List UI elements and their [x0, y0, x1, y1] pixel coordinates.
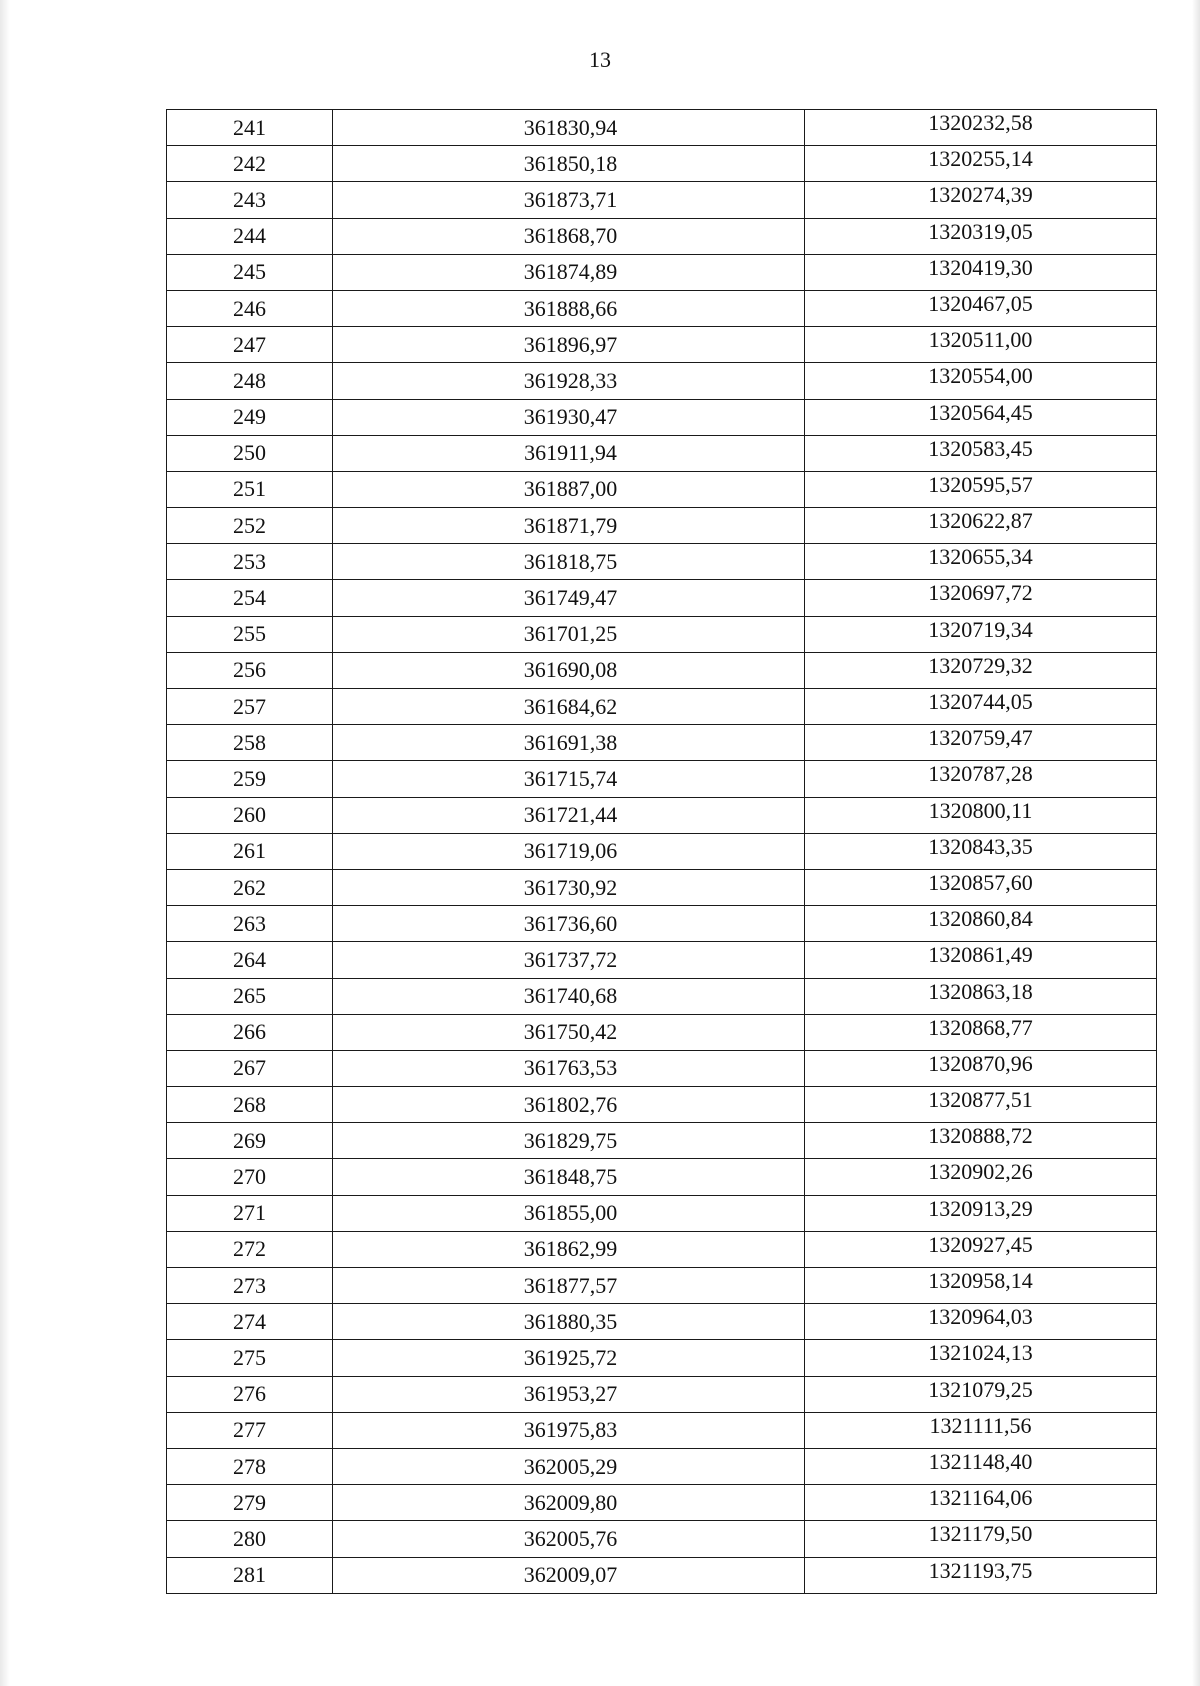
- y-coordinate-cell: 1320877,51: [805, 1087, 1157, 1123]
- y-coordinate-cell: 1320964,03: [805, 1304, 1157, 1340]
- y-coordinate-cell: 1320857,60: [805, 869, 1157, 905]
- x-coordinate-cell: 361830,94: [333, 110, 805, 146]
- scan-edge-right: [1192, 0, 1200, 1686]
- point-number-cell: 281: [167, 1557, 333, 1593]
- point-number-cell: 277: [167, 1412, 333, 1448]
- y-coordinate-cell: 1320888,72: [805, 1123, 1157, 1159]
- table-row: [167, 399, 1157, 435]
- table-row: [167, 435, 1157, 471]
- table-row: [167, 725, 1157, 761]
- x-coordinate-cell: 361850,18: [333, 146, 805, 182]
- y-coordinate-cell: 1320419,30: [805, 254, 1157, 290]
- y-coordinate-cell: 1320843,35: [805, 833, 1157, 869]
- y-coordinate-cell: 1320787,28: [805, 761, 1157, 797]
- point-number-cell: 241: [167, 110, 333, 146]
- y-coordinate-cell: 1321164,06: [805, 1485, 1157, 1521]
- x-coordinate-cell: 361874,89: [333, 254, 805, 290]
- x-coordinate-cell: 361719,06: [333, 833, 805, 869]
- point-number-cell: 271: [167, 1195, 333, 1231]
- table-row: [167, 761, 1157, 797]
- table-row: [167, 254, 1157, 290]
- x-coordinate-cell: 361930,47: [333, 399, 805, 435]
- point-number-cell: 247: [167, 327, 333, 363]
- point-number-cell: 278: [167, 1448, 333, 1484]
- table-row: [167, 1268, 1157, 1304]
- x-coordinate-cell: 361818,75: [333, 544, 805, 580]
- point-number-cell: 248: [167, 363, 333, 399]
- y-coordinate-cell: 1320622,87: [805, 508, 1157, 544]
- point-number-cell: 263: [167, 906, 333, 942]
- x-coordinate-cell: 361873,71: [333, 182, 805, 218]
- point-number-cell: 249: [167, 399, 333, 435]
- x-coordinate-cell: 361868,70: [333, 218, 805, 254]
- table-row: [167, 689, 1157, 725]
- y-coordinate-cell: 1320927,45: [805, 1231, 1157, 1267]
- table-row: [167, 1340, 1157, 1376]
- table-row: [167, 1485, 1157, 1521]
- table-row: [167, 327, 1157, 363]
- point-number-cell: 272: [167, 1231, 333, 1267]
- y-coordinate-cell: 1320861,49: [805, 942, 1157, 978]
- table-row: [167, 290, 1157, 326]
- x-coordinate-cell: 361802,76: [333, 1087, 805, 1123]
- point-number-cell: 246: [167, 290, 333, 326]
- page-number: 13: [589, 47, 611, 72]
- y-coordinate-cell: 1320860,84: [805, 906, 1157, 942]
- x-coordinate-cell: 361871,79: [333, 508, 805, 544]
- coordinates-table: [166, 109, 1157, 1594]
- point-number-cell: 245: [167, 254, 333, 290]
- x-coordinate-cell: 361737,72: [333, 942, 805, 978]
- x-coordinate-cell: 361750,42: [333, 1014, 805, 1050]
- y-coordinate-cell: 1320913,29: [805, 1195, 1157, 1231]
- point-number-cell: 256: [167, 652, 333, 688]
- point-number-cell: 262: [167, 869, 333, 905]
- point-number-cell: 267: [167, 1050, 333, 1086]
- x-coordinate-cell: 361975,83: [333, 1412, 805, 1448]
- table-row: [167, 363, 1157, 399]
- y-coordinate-cell: 1320958,14: [805, 1268, 1157, 1304]
- y-coordinate-cell: 1320255,14: [805, 146, 1157, 182]
- x-coordinate-cell: 361925,72: [333, 1340, 805, 1376]
- point-number-cell: 273: [167, 1268, 333, 1304]
- point-number-cell: 254: [167, 580, 333, 616]
- x-coordinate-cell: 361736,60: [333, 906, 805, 942]
- x-coordinate-cell: 361862,99: [333, 1231, 805, 1267]
- scan-edge-left: [0, 0, 10, 1686]
- table-row: [167, 1195, 1157, 1231]
- point-number-cell: 266: [167, 1014, 333, 1050]
- table-row: [167, 1231, 1157, 1267]
- x-coordinate-cell: 361690,08: [333, 652, 805, 688]
- y-coordinate-cell: 1321148,40: [805, 1448, 1157, 1484]
- table-row: [167, 580, 1157, 616]
- point-number-cell: 244: [167, 218, 333, 254]
- x-coordinate-cell: 361848,75: [333, 1159, 805, 1195]
- x-coordinate-cell: 361928,33: [333, 363, 805, 399]
- x-coordinate-cell: 361715,74: [333, 761, 805, 797]
- y-coordinate-cell: 1320232,58: [805, 110, 1157, 146]
- y-coordinate-cell: 1321024,13: [805, 1340, 1157, 1376]
- table-row: [167, 652, 1157, 688]
- point-number-cell: 270: [167, 1159, 333, 1195]
- y-coordinate-cell: 1320595,57: [805, 471, 1157, 507]
- table-row: [167, 978, 1157, 1014]
- x-coordinate-cell: 361691,38: [333, 725, 805, 761]
- y-coordinate-cell: 1320655,34: [805, 544, 1157, 580]
- y-coordinate-cell: 1320868,77: [805, 1014, 1157, 1050]
- table-row: [167, 1014, 1157, 1050]
- point-number-cell: 252: [167, 508, 333, 544]
- y-coordinate-cell: 1320583,45: [805, 435, 1157, 471]
- table-row: [167, 1376, 1157, 1412]
- point-number-cell: 275: [167, 1340, 333, 1376]
- table-row: [167, 1304, 1157, 1340]
- x-coordinate-cell: 361880,35: [333, 1304, 805, 1340]
- x-coordinate-cell: 361749,47: [333, 580, 805, 616]
- y-coordinate-cell: 1320719,34: [805, 616, 1157, 652]
- point-number-cell: 274: [167, 1304, 333, 1340]
- x-coordinate-cell: 361730,92: [333, 869, 805, 905]
- x-coordinate-cell: 362009,07: [333, 1557, 805, 1593]
- table-row: [167, 797, 1157, 833]
- y-coordinate-cell: 1320467,05: [805, 290, 1157, 326]
- x-coordinate-cell: 361877,57: [333, 1268, 805, 1304]
- table-row: [167, 544, 1157, 580]
- x-coordinate-cell: 361888,66: [333, 290, 805, 326]
- table-row: [167, 616, 1157, 652]
- table-row: [167, 508, 1157, 544]
- y-coordinate-cell: 1320564,45: [805, 399, 1157, 435]
- table-row: [167, 471, 1157, 507]
- point-number-cell: 261: [167, 833, 333, 869]
- x-coordinate-cell: 362005,76: [333, 1521, 805, 1557]
- table-row: [167, 218, 1157, 254]
- y-coordinate-cell: 1320697,72: [805, 580, 1157, 616]
- table-row: [167, 942, 1157, 978]
- y-coordinate-cell: 1321179,50: [805, 1521, 1157, 1557]
- y-coordinate-cell: 1321111,56: [805, 1412, 1157, 1448]
- y-coordinate-cell: 1321079,25: [805, 1376, 1157, 1412]
- table-row: [167, 1448, 1157, 1484]
- table-row: [167, 869, 1157, 905]
- x-coordinate-cell: 361855,00: [333, 1195, 805, 1231]
- y-coordinate-cell: 1320274,39: [805, 182, 1157, 218]
- x-coordinate-cell: 361740,68: [333, 978, 805, 1014]
- x-coordinate-cell: 361887,00: [333, 471, 805, 507]
- x-coordinate-cell: 361721,44: [333, 797, 805, 833]
- point-number-cell: 265: [167, 978, 333, 1014]
- y-coordinate-cell: 1320863,18: [805, 978, 1157, 1014]
- y-coordinate-cell: 1320729,32: [805, 652, 1157, 688]
- point-number-cell: 269: [167, 1123, 333, 1159]
- point-number-cell: 258: [167, 725, 333, 761]
- y-coordinate-cell: 1320554,00: [805, 363, 1157, 399]
- y-coordinate-cell: 1320511,00: [805, 327, 1157, 363]
- table-row: [167, 906, 1157, 942]
- x-coordinate-cell: 362005,29: [333, 1448, 805, 1484]
- table-row: [167, 1050, 1157, 1086]
- table-row: [167, 833, 1157, 869]
- x-coordinate-cell: 361684,62: [333, 689, 805, 725]
- y-coordinate-cell: 1320744,05: [805, 689, 1157, 725]
- x-coordinate-cell: 361763,53: [333, 1050, 805, 1086]
- table-row: [167, 182, 1157, 218]
- point-number-cell: 264: [167, 942, 333, 978]
- table-row: [167, 1159, 1157, 1195]
- point-number-cell: 251: [167, 471, 333, 507]
- point-number-cell: 257: [167, 689, 333, 725]
- table-row: [167, 146, 1157, 182]
- point-number-cell: 259: [167, 761, 333, 797]
- table-row: [167, 1521, 1157, 1557]
- coordinates-table-body: [167, 110, 1157, 1594]
- point-number-cell: 280: [167, 1521, 333, 1557]
- y-coordinate-cell: 1321193,75: [805, 1557, 1157, 1593]
- y-coordinate-cell: 1320759,47: [805, 725, 1157, 761]
- table-row: [167, 1087, 1157, 1123]
- y-coordinate-cell: 1320902,26: [805, 1159, 1157, 1195]
- table-row: [167, 110, 1157, 146]
- point-number-cell: 250: [167, 435, 333, 471]
- point-number-cell: 260: [167, 797, 333, 833]
- table-row: [167, 1412, 1157, 1448]
- point-number-cell: 253: [167, 544, 333, 580]
- table-row: [167, 1557, 1157, 1593]
- y-coordinate-cell: 1320800,11: [805, 797, 1157, 833]
- point-number-cell: 243: [167, 182, 333, 218]
- point-number-cell: 268: [167, 1087, 333, 1123]
- table-row: [167, 1123, 1157, 1159]
- y-coordinate-cell: 1320870,96: [805, 1050, 1157, 1086]
- point-number-cell: 276: [167, 1376, 333, 1412]
- x-coordinate-cell: 361911,94: [333, 435, 805, 471]
- point-number-cell: 242: [167, 146, 333, 182]
- x-coordinate-cell: 361953,27: [333, 1376, 805, 1412]
- point-number-cell: 255: [167, 616, 333, 652]
- y-coordinate-cell: 1320319,05: [805, 218, 1157, 254]
- x-coordinate-cell: 361896,97: [333, 327, 805, 363]
- x-coordinate-cell: 361829,75: [333, 1123, 805, 1159]
- point-number-cell: 279: [167, 1485, 333, 1521]
- x-coordinate-cell: 361701,25: [333, 616, 805, 652]
- x-coordinate-cell: 362009,80: [333, 1485, 805, 1521]
